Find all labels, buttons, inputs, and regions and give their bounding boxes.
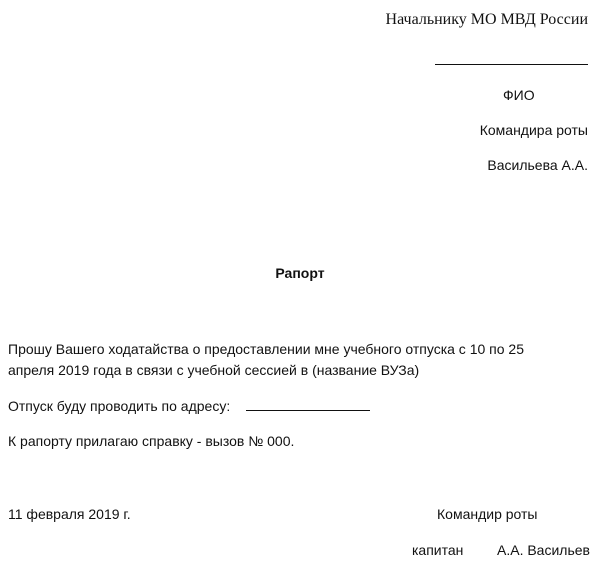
document-title: Рапорт xyxy=(275,265,325,281)
attachment-line: К рапорту прилагаю справку - вызов № 000. xyxy=(8,433,295,449)
addressee-line: Начальнику МО МВД России xyxy=(385,11,588,28)
request-line-1: Прошу Вашего ходатайства о предоставлении мне учебного отпуска с 10 по 25 xyxy=(8,341,524,357)
fio-label: ФИО xyxy=(503,87,535,103)
signer-name: А.А. Васильев xyxy=(497,542,590,558)
request-line-2: апреля 2019 года в связи с учебной сессией в (название ВУЗа) xyxy=(8,362,420,378)
signer-rank: капитан xyxy=(412,542,464,558)
addressee-signature-line xyxy=(435,64,588,65)
address-line xyxy=(8,398,370,415)
from-position: Командира роты xyxy=(479,122,588,138)
address-blank-field xyxy=(246,398,370,411)
signer-position: Командир роты xyxy=(437,506,538,522)
address-label: Отпуск буду проводить по адресу: xyxy=(8,398,231,414)
report-date: 11 февраля 2019 г. xyxy=(8,506,131,522)
from-name: Васильева А.А. xyxy=(487,157,588,173)
